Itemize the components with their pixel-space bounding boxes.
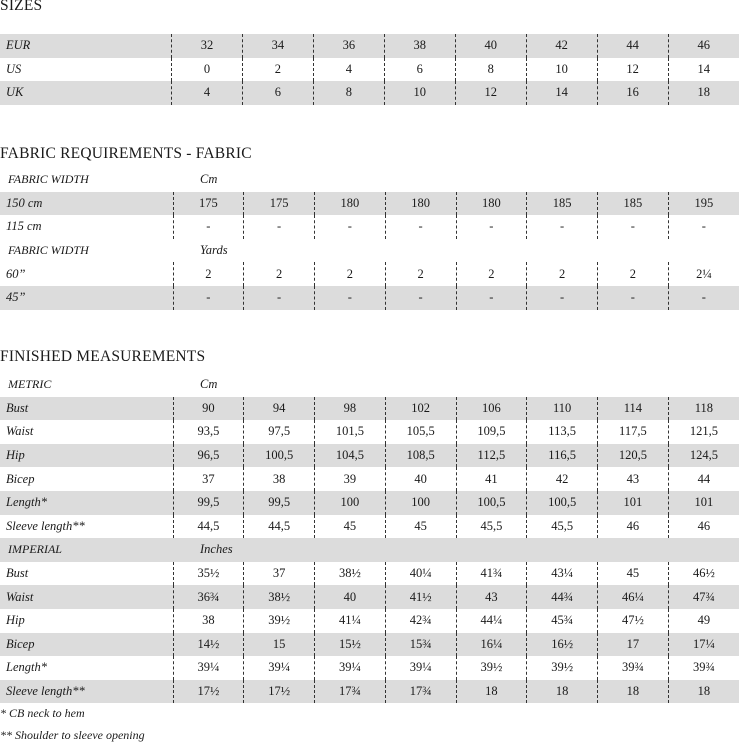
table-cell: 18 [668, 81, 739, 105]
table-cell: 14 [526, 81, 597, 105]
footnote-length: * CB neck to hem [0, 706, 85, 720]
table-cell: 44 [668, 467, 739, 491]
table-cell: 102 [385, 397, 456, 421]
table-cell: 2¼ [668, 262, 739, 286]
table-cell: - [598, 215, 669, 239]
table-row [0, 58, 739, 82]
sizes-table [0, 34, 739, 105]
table-row [0, 34, 739, 58]
table-row [0, 420, 739, 444]
table-row [0, 515, 739, 539]
table-cell: 6 [384, 58, 455, 82]
row-label: Length* [0, 491, 173, 515]
table-cell: 180 [385, 192, 456, 216]
table-cell: 39½ [527, 656, 598, 680]
table-cell: 38½ [244, 585, 315, 609]
table-cell: 36 [313, 34, 384, 58]
table-cell: 100 [315, 491, 386, 515]
table-cell: - [456, 286, 527, 310]
table-cell: 15¾ [385, 633, 456, 657]
table-cell: 90 [173, 397, 244, 421]
table-cell: 46 [668, 34, 739, 58]
table-cell: 2 [173, 262, 244, 286]
table-cell: - [315, 215, 386, 239]
fabric-width-cm-unit: Cm [200, 172, 218, 187]
table-cell: 18 [668, 680, 739, 704]
table-cell: 12 [455, 81, 526, 105]
table-cell: 15½ [315, 633, 386, 657]
table-row [0, 467, 739, 491]
table-cell: 8 [313, 81, 384, 105]
table-cell: 42 [526, 34, 597, 58]
row-label: Sleeve length** [0, 680, 173, 704]
table-cell: 39¼ [173, 656, 244, 680]
table-cell: 45 [598, 562, 669, 586]
table-cell: - [173, 215, 244, 239]
table-cell: 100,5 [527, 491, 598, 515]
table-cell: 109,5 [456, 420, 527, 444]
table-cell: 39 [315, 467, 386, 491]
table-cell: 101 [598, 491, 669, 515]
table-cell: - [385, 215, 456, 239]
table-row [0, 397, 739, 421]
table-cell: 40 [455, 34, 526, 58]
table-cell: 114 [598, 397, 669, 421]
table-cell: 185 [527, 192, 598, 216]
table-cell: 39½ [456, 656, 527, 680]
table-cell: - [527, 286, 598, 310]
table-cell: 38½ [315, 562, 386, 586]
table-cell: 45¾ [527, 609, 598, 633]
table-cell: 39¾ [598, 656, 669, 680]
finished-table [0, 373, 739, 703]
table-cell: 10 [526, 58, 597, 82]
table-cell: 47½ [598, 609, 669, 633]
table-cell: - [244, 286, 315, 310]
table-cell: 110 [527, 397, 598, 421]
table-row [0, 562, 739, 586]
sizes-heading: SIZES [0, 0, 43, 14]
table-cell: - [173, 286, 244, 310]
table-cell: 40 [385, 467, 456, 491]
table-cell: 2 [385, 262, 456, 286]
table-cell: 117,5 [598, 420, 669, 444]
table-cell: 15 [244, 633, 315, 657]
fabric-width-yd-label: FABRIC WIDTH [8, 243, 89, 258]
table-cell: 185 [598, 192, 669, 216]
table-row [0, 444, 739, 468]
table-cell: 39¼ [315, 656, 386, 680]
row-label: Hip [6, 613, 25, 628]
table-cell: 41¼ [315, 609, 386, 633]
table-cell: 2 [598, 262, 669, 286]
table-cell: 38 [384, 34, 455, 58]
table-cell: 96,5 [173, 444, 244, 468]
table-cell: 14½ [173, 633, 244, 657]
table-cell: 2 [527, 262, 598, 286]
table-cell: 16½ [527, 633, 598, 657]
table-cell: 42¾ [385, 609, 456, 633]
table-cell: 98 [315, 397, 386, 421]
table-row [0, 286, 739, 310]
table-cell: 104,5 [315, 444, 386, 468]
table-cell: 39¼ [385, 656, 456, 680]
table-cell: 43¼ [527, 562, 598, 586]
table-cell: 41 [456, 467, 527, 491]
table-row [0, 262, 739, 286]
row-label: Waist [6, 424, 34, 439]
fabric-heading: FABRIC REQUIREMENTS - FABRIC [0, 145, 252, 162]
table-cell: - [244, 215, 315, 239]
table-cell: 39¾ [668, 656, 739, 680]
table-row [0, 491, 739, 515]
table-cell: 93,5 [173, 420, 244, 444]
table-cell: 2 [315, 262, 386, 286]
table-row [0, 609, 739, 633]
table-cell: 101,5 [315, 420, 386, 444]
table-row [0, 585, 739, 609]
table-cell: 17¼ [668, 633, 739, 657]
table-cell: 101 [668, 491, 739, 515]
table-cell: 105,5 [385, 420, 456, 444]
table-cell: 4 [172, 81, 243, 105]
table-cell: 45 [315, 515, 386, 539]
table-cell: 8 [455, 58, 526, 82]
table-cell: 44 [597, 34, 668, 58]
table-cell: 42 [527, 467, 598, 491]
imperial-label: IMPERIAL [0, 538, 173, 562]
table-cell: 180 [456, 192, 527, 216]
table-cell: 39½ [244, 609, 315, 633]
table-cell: 18 [598, 680, 669, 704]
table-cell: 38 [173, 609, 244, 633]
table-cell: 4 [313, 58, 384, 82]
table-cell: 180 [315, 192, 386, 216]
row-label: Length* [6, 660, 47, 675]
table-cell: 2 [244, 262, 315, 286]
row-label: US [6, 61, 22, 76]
table-cell: 97,5 [244, 420, 315, 444]
table-cell: 38 [244, 467, 315, 491]
metric-label: METRIC [8, 377, 52, 392]
table-cell: 175 [244, 192, 315, 216]
row-label: Bust [6, 566, 29, 581]
table-cell: 44,5 [244, 515, 315, 539]
table-cell: 46 [598, 515, 669, 539]
table-cell: - [668, 286, 739, 310]
row-label: Bicep [0, 633, 173, 657]
table-cell: 100 [385, 491, 456, 515]
table-cell: 44¾ [527, 585, 598, 609]
metric-unit: Cm [200, 377, 218, 392]
table-cell: 44¼ [456, 609, 527, 633]
row-label: 60” [6, 266, 26, 281]
table-cell: 17¾ [385, 680, 456, 704]
imperial-header-row [0, 538, 739, 562]
table-cell: 106 [456, 397, 527, 421]
table-cell: 99,5 [244, 491, 315, 515]
table-cell: 47¾ [668, 585, 739, 609]
row-label: Waist [0, 585, 173, 609]
table-row [0, 656, 739, 680]
table-cell: 40¼ [385, 562, 456, 586]
fabric-width-cm-row [0, 168, 739, 192]
table-cell: 18 [527, 680, 598, 704]
table-cell: 34 [242, 34, 313, 58]
table-cell: 43 [598, 467, 669, 491]
table-cell: 6 [242, 81, 313, 105]
fabric-width-cm-label: FABRIC WIDTH [8, 172, 89, 187]
row-label: Sleeve length** [6, 518, 85, 533]
table-cell: 35½ [173, 562, 244, 586]
table-cell: 36¾ [173, 585, 244, 609]
table-cell: 2 [242, 58, 313, 82]
fabric-width-yd-row [0, 239, 739, 263]
table-cell: 120,5 [598, 444, 669, 468]
table-cell: 100,5 [456, 491, 527, 515]
table-cell: 37 [173, 467, 244, 491]
table-cell: 121,5 [668, 420, 739, 444]
table-cell: 45,5 [456, 515, 527, 539]
table-cell: 49 [668, 609, 739, 633]
row-label: EUR [0, 34, 172, 58]
table-cell: 12 [597, 58, 668, 82]
table-cell: 124,5 [668, 444, 739, 468]
fabric-table [0, 168, 739, 310]
table-cell: 2 [456, 262, 527, 286]
table-cell: 113,5 [527, 420, 598, 444]
table-cell: 45 [385, 515, 456, 539]
row-label: 150 cm [0, 192, 173, 216]
footnote-sleeve: ** Shoulder to sleeve opening [0, 728, 145, 742]
table-row [0, 633, 739, 657]
table-cell: 46¼ [598, 585, 669, 609]
table-cell: 41¾ [456, 562, 527, 586]
table-cell: 46½ [668, 562, 739, 586]
table-cell: 16¼ [456, 633, 527, 657]
table-cell: - [315, 286, 386, 310]
table-cell: 32 [172, 34, 243, 58]
finished-heading: FINISHED MEASUREMENTS [0, 348, 206, 365]
table-cell: 43 [456, 585, 527, 609]
table-cell: 46 [668, 515, 739, 539]
table-cell: - [456, 215, 527, 239]
table-cell: 16 [597, 81, 668, 105]
row-label: 115 cm [6, 219, 42, 234]
table-cell: 94 [244, 397, 315, 421]
row-label: Bust [0, 397, 173, 421]
table-row [0, 680, 739, 704]
table-cell: - [668, 215, 739, 239]
table-cell: 17½ [173, 680, 244, 704]
imperial-unit: Inches [173, 538, 739, 562]
table-cell: 17½ [244, 680, 315, 704]
table-cell: 195 [668, 192, 739, 216]
table-cell: 118 [668, 397, 739, 421]
row-label: Hip [0, 444, 173, 468]
table-cell: 37 [244, 562, 315, 586]
table-cell: 99,5 [173, 491, 244, 515]
table-cell: 17¾ [315, 680, 386, 704]
table-cell: 116,5 [527, 444, 598, 468]
table-row [0, 81, 739, 105]
table-cell: 112,5 [456, 444, 527, 468]
table-cell: 18 [456, 680, 527, 704]
table-cell: 39¼ [244, 656, 315, 680]
row-label: UK [0, 81, 172, 105]
table-cell: 41½ [385, 585, 456, 609]
table-cell: 0 [172, 58, 243, 82]
table-cell: - [385, 286, 456, 310]
table-cell: 10 [384, 81, 455, 105]
table-cell: - [598, 286, 669, 310]
row-label: 45” [0, 286, 173, 310]
table-cell: - [527, 215, 598, 239]
table-cell: 14 [668, 58, 739, 82]
table-cell: 45,5 [527, 515, 598, 539]
table-cell: 17 [598, 633, 669, 657]
fabric-width-yd-unit: Yards [200, 243, 228, 258]
table-cell: 108,5 [385, 444, 456, 468]
row-label: Bicep [6, 471, 35, 486]
table-cell: 100,5 [244, 444, 315, 468]
table-cell: 44,5 [173, 515, 244, 539]
table-cell: 175 [173, 192, 244, 216]
metric-header-row [0, 373, 739, 397]
table-row [0, 192, 739, 216]
table-cell: 40 [315, 585, 386, 609]
table-row [0, 215, 739, 239]
